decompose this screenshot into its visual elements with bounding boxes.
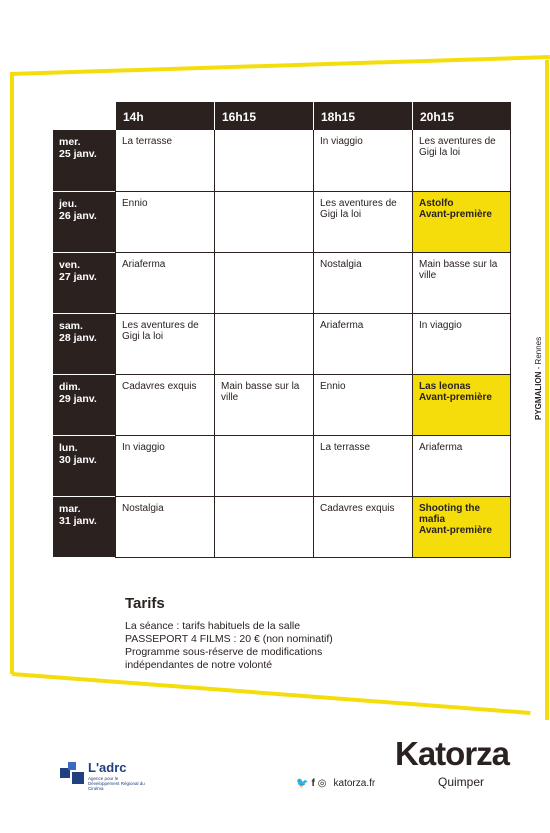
screening-cell [313,130,412,192]
day-cell [53,192,115,253]
day-date: 25 janv. [59,148,97,160]
film-title: Las leonas [419,381,471,392]
screening-cell [412,314,511,375]
screening-cell [115,314,214,375]
film-title: Cadavres exquis [122,381,197,392]
film-title: La terrasse [320,442,371,453]
katorza-brand: Katorza [395,735,510,772]
frame-top-line [10,55,550,76]
film-title: Les aventures de Gigi la loi [419,136,496,158]
side-caption [534,337,543,420]
day-date: 26 janv. [59,210,97,222]
adrc-subtitle: Agence pour le Développement Régional du Cinéma [88,776,145,791]
website-link[interactable]: katorza.fr [333,778,376,789]
film-title: Ariaferma [320,320,364,331]
facebook-icon[interactable]: f [311,778,315,789]
screening-cell [412,192,511,253]
film-title: In viaggio [320,136,363,147]
day-cell [53,314,115,375]
film-title: La terrasse [122,136,173,147]
premiere-label: Avant-première [419,392,492,403]
screening-cell [214,192,313,253]
screening-cell [214,436,313,497]
day-name: mar. [59,503,81,515]
screening-cell [412,253,511,314]
film-title: In viaggio [419,320,462,331]
katorza-city: Quimper [438,775,485,789]
screening-cell [115,130,214,192]
adrc-logo-icon [60,760,86,784]
screening-cell [214,130,313,192]
screening-cell [412,436,511,497]
schedule-row [53,314,512,375]
film-title: Main basse sur la ville [221,381,300,403]
header-blank [53,102,115,130]
frame-left-line [10,74,14,674]
premiere-label: Avant-première [419,209,492,220]
film-title: Ennio [122,198,148,209]
screening-cell [313,314,412,375]
film-title: Ennio [320,381,346,392]
day-name: jeu. [59,198,78,210]
film-title: Cadavres exquis [320,503,395,514]
screening-cell [115,192,214,253]
film-title: Main basse sur la ville [419,259,498,281]
day-date: 28 janv. [59,332,97,344]
film-title: Astolfo [419,198,454,209]
film-title: In viaggio [122,442,165,453]
schedule-row [53,253,512,314]
tarifs-title: Tarifs [125,595,165,612]
time-header: 20h15 [412,102,511,130]
premiere-label: Avant-première [419,525,492,536]
film-title: Les aventures de Gigi la loi [320,198,397,220]
side-caption-brand: PYGMALION [534,371,543,420]
time-header: 16h15 [214,102,313,130]
side-caption-city: - Rennes [534,336,543,372]
screening-cell [313,192,412,253]
day-name: mer. [59,136,81,148]
instagram-icon[interactable]: ◎ [317,778,327,789]
tarifs-line: Programme sous-réserve de modifications [125,646,323,658]
day-cell [53,497,115,558]
film-title: Ariaferma [419,442,463,453]
screening-cell [313,253,412,314]
katorza-logo [395,735,510,789]
day-cell [53,375,115,436]
schedule-row [53,436,512,497]
screening-cell [214,314,313,375]
day-name: lun. [59,442,78,454]
day-name: dim. [59,381,81,393]
screening-cell [313,375,412,436]
tarifs-line: indépendantes de notre volonté [125,659,273,671]
social-links [296,778,375,789]
day-cell [53,436,115,497]
screening-cell [214,497,313,558]
day-cell [53,253,115,314]
day-date: 29 janv. [59,393,97,405]
screening-cell [412,375,511,436]
adrc-name: L'adrc [88,760,127,775]
time-header: 18h15 [313,102,412,130]
day-date: 30 janv. [59,454,97,466]
film-title: Ariaferma [122,259,166,270]
day-date: 31 janv. [59,515,97,527]
tarifs-line: La séance : tarifs habituels de la salle [125,620,301,632]
time-header: 14h [115,102,214,130]
screening-cell [115,436,214,497]
screening-cell [115,253,214,314]
film-title: Nostalgia [122,503,164,514]
screening-cell [313,497,412,558]
schedule-row [53,375,512,436]
film-title: Shooting the mafia [419,503,481,525]
screening-cell [115,497,214,558]
frame-right-line [545,60,549,720]
film-title: Nostalgia [320,259,362,270]
screening-cell [214,375,313,436]
tarifs-line: PASSEPORT 4 FILMS : 20 € (non nominatif) [125,633,333,645]
twitter-icon[interactable]: 🐦 [296,778,309,789]
screening-cell [313,436,412,497]
header-row [53,102,512,130]
schedule-table [53,102,512,558]
screening-cell [412,130,511,192]
screening-cell [214,253,313,314]
tarifs-section [125,595,425,672]
day-date: 27 janv. [59,271,97,283]
frame-bottom-line [12,672,531,715]
screening-cell [412,497,511,558]
day-cell [53,130,115,192]
schedule-row [53,192,512,253]
screening-cell [115,375,214,436]
day-name: ven. [59,259,81,271]
schedule-row [53,130,512,192]
day-name: sam. [59,320,83,332]
film-title: Les aventures de Gigi la loi [122,320,199,342]
schedule-row [53,497,512,558]
